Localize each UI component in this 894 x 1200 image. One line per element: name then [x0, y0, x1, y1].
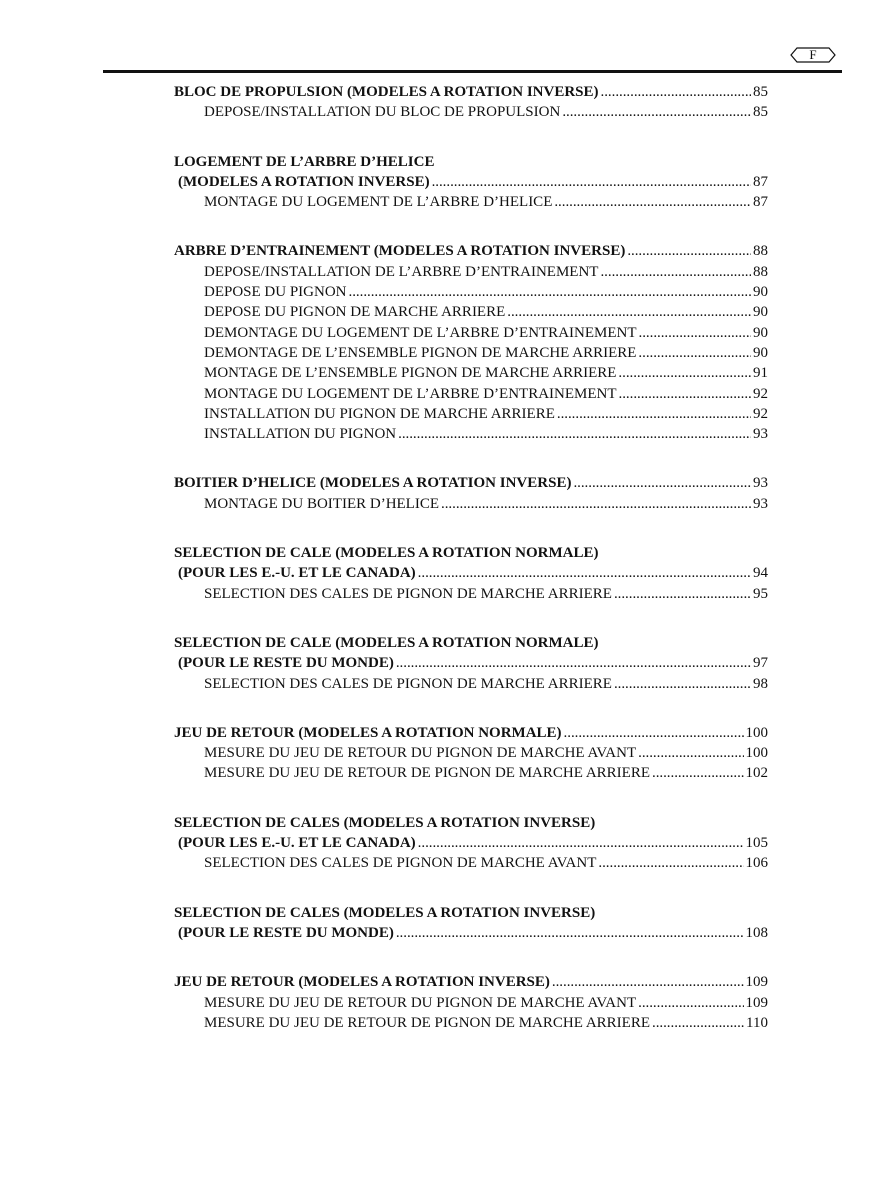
page-number: 87 [753, 173, 768, 190]
header-rule [103, 70, 842, 73]
toc-section [174, 972, 768, 1033]
page-number: 92 [753, 385, 768, 402]
toc-section-heading[interactable] [174, 241, 768, 261]
heading-text: SELECTION DE CALE (MODELES A ROTATION NORMALE) [174, 634, 599, 651]
entry-text: DEPOSE DU PIGNON DE MARCHE ARRIERE [204, 304, 506, 321]
toc-entry[interactable] [174, 424, 768, 444]
entry-text: SELECTION DES CALES DE PIGNON DE MARCHE ARRIERE [204, 585, 612, 602]
section-spacer [174, 444, 768, 473]
page-number: 87 [753, 194, 768, 211]
page-number: 88 [753, 243, 768, 260]
heading-text: (MODELES A ROTATION INVERSE) [178, 173, 430, 190]
toc-section-heading[interactable] [174, 543, 768, 563]
dot-leader [507, 302, 751, 322]
dot-leader [614, 584, 751, 604]
page-number: 97 [753, 655, 768, 672]
toc-entry[interactable] [174, 1013, 768, 1033]
page-number: 100 [745, 745, 768, 762]
dot-leader [652, 1013, 744, 1033]
heading-text: (POUR LE RESTE DU MONDE) [178, 924, 394, 941]
page-number: 91 [753, 365, 768, 382]
dot-leader [396, 653, 751, 673]
dot-leader [557, 404, 751, 424]
dot-leader [418, 563, 751, 583]
dot-leader [552, 972, 744, 992]
dot-leader [598, 853, 743, 873]
section-spacer [174, 943, 768, 972]
entry-text: DEPOSE/INSTALLATION DU BLOC DE PROPULSION [204, 104, 561, 121]
toc-entry[interactable] [174, 763, 768, 783]
dot-leader [639, 323, 751, 343]
heading-text: BLOC DE PROPULSION (MODELES A ROTATION INVERSE) [174, 84, 599, 100]
section-spacer [174, 123, 768, 152]
page-number: 85 [753, 104, 768, 121]
page-number: 93 [753, 475, 768, 492]
section-spacer [174, 604, 768, 633]
dot-leader [618, 363, 751, 383]
section-spacer [174, 212, 768, 241]
dot-leader [614, 674, 751, 694]
dot-leader [652, 763, 744, 783]
section-spacer [174, 874, 768, 903]
page-number: 106 [745, 855, 768, 872]
dot-leader [396, 923, 744, 943]
dot-leader [638, 343, 751, 363]
page-number: 105 [745, 835, 768, 852]
toc-entry[interactable] [174, 343, 768, 363]
toc-section-heading[interactable] [174, 82, 768, 102]
section-spacer [174, 784, 768, 813]
heading-text: (POUR LES E.-U. ET LE CANADA) [178, 565, 416, 582]
toc-section [174, 241, 768, 444]
toc-entry[interactable] [174, 192, 768, 212]
entry-text: MONTAGE DU LOGEMENT DE L’ARBRE D’ENTRAINEMENT [204, 385, 617, 402]
toc-section-heading[interactable] [174, 723, 768, 743]
section-spacer [174, 514, 768, 543]
toc-section [174, 633, 768, 694]
page-number: 94 [753, 565, 768, 582]
heading-text: BOITIER D’HELICE (MODELES A ROTATION INVERSE) [174, 475, 572, 492]
entry-text: SELECTION DES CALES DE PIGNON DE MARCHE AVANT [204, 855, 597, 872]
toc-section-heading[interactable] [174, 833, 768, 853]
toc-entry[interactable] [174, 102, 768, 122]
toc-section [174, 813, 768, 874]
entry-text: SELECTION DES CALES DE PIGNON DE MARCHE ARRIERE [204, 675, 612, 692]
page-number: 90 [753, 284, 768, 301]
entry-text: MESURE DU JEU DE RETOUR DU PIGNON DE MARCHE AVANT [204, 745, 637, 762]
heading-text: SELECTION DE CALES (MODELES A ROTATION INVERSE) [174, 814, 596, 831]
page-number: 90 [753, 304, 768, 321]
dot-leader [564, 723, 744, 743]
toc-entry[interactable] [174, 494, 768, 514]
toc-section [174, 903, 768, 944]
entry-text: DEMONTAGE DU LOGEMENT DE L’ARBRE D’ENTRAINEMENT [204, 324, 637, 341]
toc-entry[interactable] [174, 262, 768, 282]
heading-text: (POUR LES E.-U. ET LE CANADA) [178, 835, 416, 852]
heading-text: LOGEMENT DE L’ARBRE D’HELICE [174, 153, 435, 170]
dot-leader [601, 82, 751, 102]
toc-entry[interactable] [174, 323, 768, 343]
toc-section-heading[interactable] [174, 563, 768, 583]
dot-leader [638, 993, 743, 1013]
toc-section-heading[interactable] [174, 813, 768, 833]
entry-text: MONTAGE DU BOITIER D’HELICE [204, 495, 440, 512]
toc-section-heading[interactable] [174, 972, 768, 992]
dot-leader [554, 192, 751, 212]
dot-leader [441, 494, 751, 514]
heading-text: SELECTION DE CALES (MODELES A ROTATION INVERSE) [174, 904, 596, 921]
toc-entry[interactable] [174, 302, 768, 322]
dot-leader [418, 833, 744, 853]
entry-text: MESURE DU JEU DE RETOUR DU PIGNON DE MARCHE AVANT [204, 994, 637, 1011]
dot-leader [627, 241, 751, 261]
toc-entry[interactable] [174, 363, 768, 383]
entry-text: MESURE DU JEU DE RETOUR DE PIGNON DE MARCHE ARRIERE [204, 765, 650, 782]
entry-text: DEPOSE DU PIGNON [204, 284, 347, 301]
page-number: 95 [753, 585, 768, 602]
heading-text: ARBRE D’ENTRAINEMENT (MODELES A ROTATION INVERSE) [174, 243, 626, 260]
page-number: 98 [753, 675, 768, 692]
page-number: 100 [745, 724, 768, 741]
heading-text: JEU DE RETOUR (MODELES A ROTATION NORMALE) [174, 724, 562, 741]
dot-leader [349, 282, 751, 302]
dot-leader [600, 262, 751, 282]
toc-entry[interactable] [174, 674, 768, 694]
page-number: 102 [745, 765, 768, 782]
toc-entry[interactable] [174, 404, 768, 424]
toc-section-heading[interactable] [174, 903, 768, 923]
toc-entry[interactable] [174, 853, 768, 873]
language-letter: F [809, 47, 817, 62]
toc-section [174, 473, 768, 514]
dot-leader [562, 102, 751, 122]
page-number: 93 [753, 426, 768, 443]
page-number: 93 [753, 495, 768, 512]
dot-leader [638, 743, 743, 763]
toc-section-heading[interactable] [174, 152, 768, 172]
toc-section-heading[interactable] [174, 473, 768, 493]
page-number: 110 [746, 1014, 768, 1031]
heading-text: JEU DE RETOUR (MODELES A ROTATION INVERSE) [174, 974, 550, 991]
toc-section [174, 723, 768, 784]
page-number: 109 [745, 974, 768, 991]
section-spacer [174, 694, 768, 723]
entry-text: MESURE DU JEU DE RETOUR DE PIGNON DE MARCHE ARRIERE [204, 1014, 650, 1031]
entry-text: MONTAGE DE L’ENSEMBLE PIGNON DE MARCHE ARRIERE [204, 365, 617, 382]
table-of-contents [174, 82, 768, 1033]
entry-text: MONTAGE DU LOGEMENT DE L’ARBRE D’HELICE [204, 194, 553, 211]
toc-entry[interactable] [174, 282, 768, 302]
toc-section-heading[interactable] [174, 633, 768, 653]
toc-section-heading[interactable] [174, 172, 768, 192]
dot-leader [398, 424, 751, 444]
toc-section [174, 152, 768, 213]
page-number: 85 [753, 84, 768, 100]
entry-text: DEPOSE/INSTALLATION DE L’ARBRE D’ENTRAINEMENT [204, 263, 599, 280]
dot-leader [432, 172, 751, 192]
heading-text: SELECTION DE CALE (MODELES A ROTATION NORMALE) [174, 545, 599, 562]
page-number: 109 [745, 994, 768, 1011]
toc-section [174, 82, 768, 123]
page-number: 88 [753, 263, 768, 280]
dot-leader [573, 473, 751, 493]
toc-entry[interactable] [174, 384, 768, 404]
toc-entry[interactable] [174, 584, 768, 604]
toc-entry[interactable] [174, 993, 768, 1013]
toc-entry[interactable] [174, 743, 768, 763]
entry-text: INSTALLATION DU PIGNON DE MARCHE ARRIERE [204, 405, 555, 422]
entry-text: INSTALLATION DU PIGNON [204, 426, 397, 443]
toc-section-heading[interactable] [174, 923, 768, 943]
page-number: 92 [753, 405, 768, 422]
toc-section-heading[interactable] [174, 653, 768, 673]
entry-text: DEMONTAGE DE L’ENSEMBLE PIGNON DE MARCHE ARRIERE [204, 344, 637, 361]
page-number: 90 [753, 324, 768, 341]
toc-section [174, 543, 768, 604]
page-number: 108 [745, 924, 768, 941]
language-badge [789, 46, 837, 64]
dot-leader [619, 384, 751, 404]
page-number: 90 [753, 344, 768, 361]
heading-text: (POUR LE RESTE DU MONDE) [178, 655, 394, 672]
